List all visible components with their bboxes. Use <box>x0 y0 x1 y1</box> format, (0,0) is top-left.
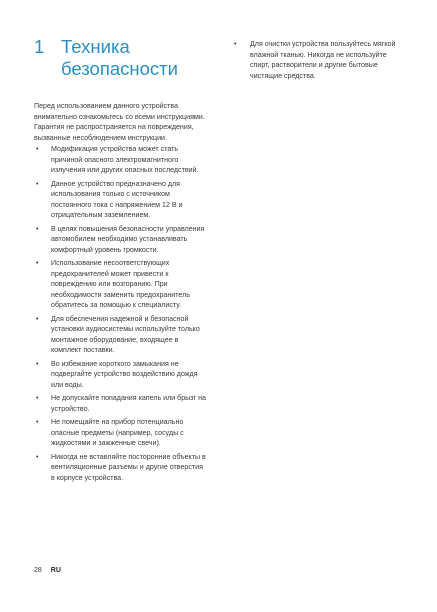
bullet-icon: • <box>36 394 39 402</box>
bullet-icon: • <box>36 452 39 461</box>
list-item-text: Не допускайте попадания капель или брызг на устройство. <box>51 394 206 413</box>
bullet-icon: • <box>36 314 39 323</box>
bullet-icon: • <box>36 259 39 267</box>
bullet-icon: • <box>36 145 39 153</box>
bullet-icon: • <box>234 40 237 48</box>
list-item-text: В целях повышения безопасности управления автомобилем необходимо устанавливать комфортный уровень громкости. <box>51 224 205 254</box>
list-item-text: Данное устройство предназначено для использования только с источником постоянного тока с напряжением 12 В и отрицательным заземлением. <box>51 179 183 219</box>
list-item <box>34 359 208 391</box>
list-item <box>34 224 208 256</box>
bullet-icon: • <box>36 224 39 233</box>
list-item <box>34 452 208 484</box>
list-item-text: Во избежание короткого замыкания не подвергайте устройство воздействию дождя или воды. <box>51 359 198 389</box>
list-item <box>34 417 208 449</box>
list-item-text: Использование несоответствующих предохранителей может привести к повреждению или возгоранию. При необходимости заменить предохранитель обратитесь за помощью к специалисту. <box>51 259 190 309</box>
list-item-text: Модификация устройства может стать причиной опасного электромагнитного излучения или других опасных последствий. <box>51 145 199 174</box>
list-item <box>34 179 208 221</box>
safety-list-left <box>34 144 208 483</box>
bullet-icon: • <box>36 359 39 368</box>
list-item <box>232 39 404 81</box>
bullet-icon: • <box>36 418 39 426</box>
list-item-text: Для очистки устройства пользуйтесь мягкой влажной тканью. Никогда не используйте спирт, растворители и другие бытовые чистящие средства. <box>250 40 396 80</box>
page-footer <box>34 567 61 574</box>
list-item <box>34 144 208 176</box>
list-item-text: Никогда не вставляйте посторонние объекты в вентиляционные разъемы и другие отверстия в корпусе устройства. <box>51 452 206 482</box>
right-column <box>232 39 404 84</box>
safety-list-right <box>232 39 404 81</box>
language-code: RU <box>50 567 61 574</box>
intro-paragraph: Перед использованием данного устройства внимательно ознакомьтесь со всеми инструкциями. Гарантия не распространяется на повреждения, вызванные несоблюдением инструкции. <box>34 102 205 142</box>
page-number: 28 <box>34 567 42 574</box>
list-item <box>34 314 208 356</box>
list-item <box>34 393 208 414</box>
list-item-text: Не помещайте на прибор потенциально опасные предметы (например, сосуды с жидкостями и зажженные свечи). <box>51 418 184 447</box>
chapter-heading <box>34 36 221 80</box>
list-item <box>34 258 208 311</box>
left-column <box>34 101 208 486</box>
chapter-title: Техника безопасности <box>61 36 178 79</box>
list-item-text: Для обеспечения надежной и безопасной установки аудиосистемы используйте только монтажное оборудование, входящее в комплект поставки. <box>51 314 200 354</box>
chapter-number: 1 <box>34 36 45 57</box>
bullet-icon: • <box>36 179 39 188</box>
